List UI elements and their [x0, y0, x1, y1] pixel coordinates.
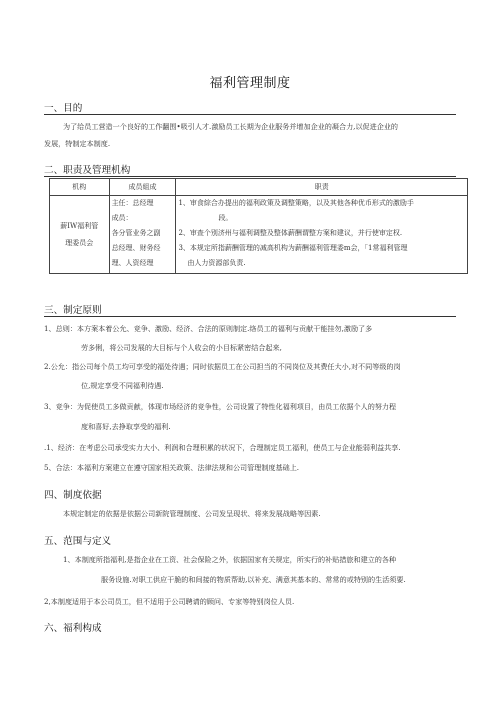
member-line: 主任：总经理	[111, 199, 154, 207]
members-cell	[109, 196, 176, 274]
s3-line-3: 2.公允：指公司每个员工均可享受的福处待遇；同时依据员工在公司担当的不同岗位及其费任大小,对不同等级的岗	[44, 362, 401, 371]
section-1-rule	[44, 114, 456, 115]
s3-line-6: 度和喜好,去挣取享受的福利.	[81, 422, 171, 431]
s5-line-1: 1、本制度所指福利,是指企业在工资、社会保险之外，依据国家有关规定，所实行的补贴措旅和建立的各种	[63, 555, 397, 564]
duty-line: 1、审食綜合办提出的福利政策及调整策略，以及其他各种优币形式的激励手	[178, 199, 414, 207]
s5-line-3: 2,本制度适用于本公司员工，但不适用于公司聘请的顾问、专家等特别岗位人员.	[44, 597, 295, 606]
member-line: 各分管业务之副	[111, 229, 161, 237]
section-4-heading: 四、制度依据	[44, 490, 102, 501]
duty-line: 段。	[218, 214, 233, 222]
duty-line: 2、审查个別济州与福利调整及整体薪酬谓整方案和建议，并行使审定权.	[178, 229, 403, 237]
s3-line-4: 位,规定享受不同福利待遇.	[81, 381, 164, 390]
org-line: 理委员会	[65, 238, 94, 247]
table-header-row	[50, 179, 468, 196]
duties-cell	[176, 196, 468, 274]
org-cell	[50, 196, 110, 274]
s1-line-1: 为了给员工营造一个良好的工作翻围•吸引人才.激励员工长期为企业服务并增加企业的凝合力,以促进企业的	[63, 122, 399, 131]
member-line: 理、人资经理	[111, 259, 154, 267]
section-3-heading: 三、制定原则	[44, 305, 102, 316]
duty-table	[49, 178, 468, 274]
member-line: 成员：	[111, 214, 133, 222]
section-2-rule	[44, 176, 456, 177]
member-line: 总经理、财务经	[111, 244, 161, 252]
section-3-rule	[44, 316, 456, 317]
section-1-heading: 一、目的	[44, 103, 83, 114]
document-title: 福利管理制度	[209, 76, 291, 91]
s3-line-8: 5、合法：本福利方案建立在遵守国家相关政策、法律法规和公司管理制度基础上.	[44, 463, 300, 472]
section-6-heading: 六、福利构成	[44, 623, 102, 634]
s1-line-2: 发展，特制定本制度.	[44, 139, 111, 148]
section-5-heading: 五、范围与定义	[44, 536, 112, 547]
header-duties: 职责	[176, 179, 468, 196]
header-members: 成员組成	[109, 179, 176, 196]
duty-line: 3、本规定所指薪酬管理的减高机构为薪酬福利管理委m会，「1常福利管理	[178, 244, 408, 252]
s4-line-1: 本规定制定的依据是依据公司新院管理制度、公司发呈现状、将来发展战略等因素.	[63, 509, 321, 518]
section-2-heading: 二、职责及管理机构	[44, 165, 131, 176]
s3-line-2: 劳多俐，将公司发展的大目标与个人收会的小目标紧密结合起来,	[81, 343, 282, 352]
duty-line: 由人力资源部负责.	[187, 259, 246, 267]
org-line: 薪IW福利管	[60, 221, 99, 230]
s3-line-1: 1、总则：本方案本着公允、竞争、激励、经济、合法的原则制定.络员工的福利与贡献干能挂勿,激励了多	[44, 324, 373, 333]
table-row	[50, 196, 468, 274]
header-org: 机构	[50, 179, 110, 196]
s5-line-2: 服务设施.对职工供应干脆的和间接的物质帮助,以补充、满意其基本的、常常的或特别的生活须要.	[101, 575, 406, 584]
s3-line-7: .1、经济：在考虑公司承受实力大小、利润和合理积累的状况下，合理制定员工福利，使员工与企业能弱利益共享.	[44, 443, 401, 452]
s3-line-5: 3、竞争：为促使员工多做贡献，体现市场经济的竞争性，公司设置了特性化福利项目，由员工依据个人的努力程	[44, 402, 397, 411]
